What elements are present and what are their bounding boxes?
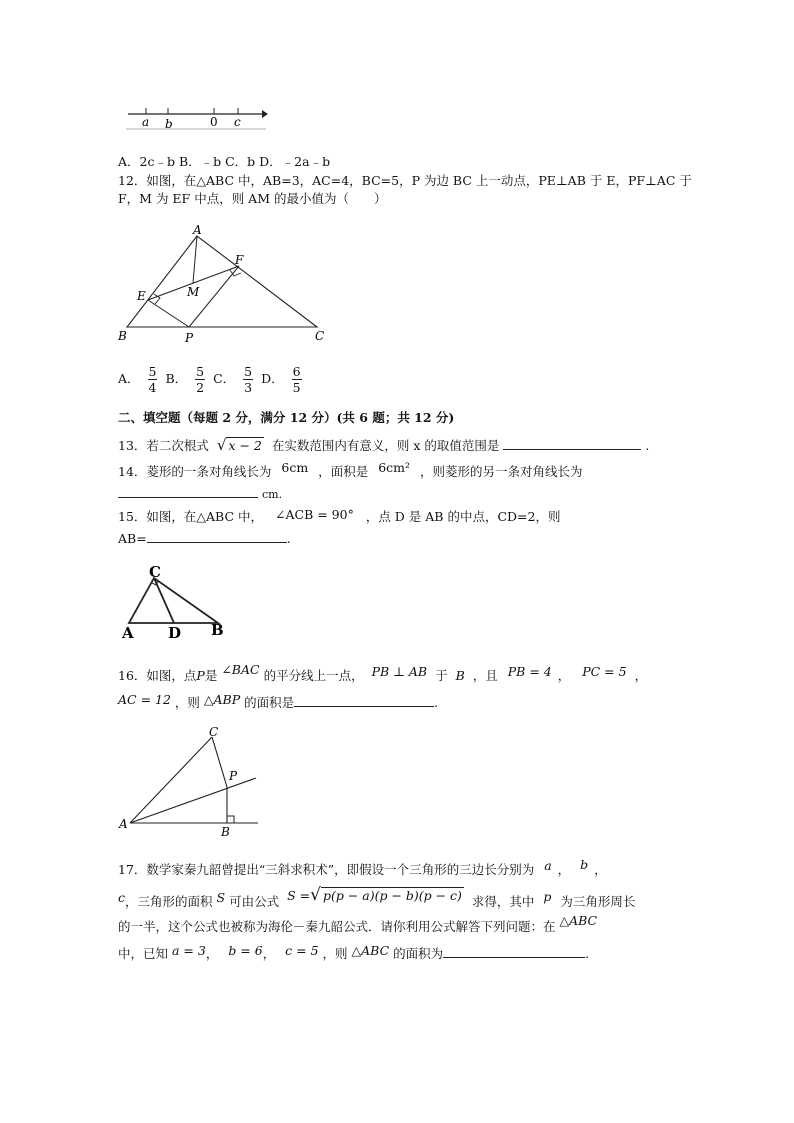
- label-zero: 0: [210, 115, 218, 129]
- q17-abc-2: △ABC: [351, 943, 390, 958]
- q16-t5: 的面积是: [244, 695, 295, 710]
- q15-answer-line: [118, 529, 291, 547]
- q13-radicand: x − 2: [228, 438, 262, 453]
- option-c-denominator: 3: [244, 380, 253, 395]
- number-line-arrow: [262, 110, 268, 118]
- q13-end: .: [645, 438, 650, 453]
- q12-text-line2: F，M 为 EF 中点，则 AM 的最小值为（ ）: [118, 191, 387, 206]
- point-f: F: [235, 253, 244, 267]
- option-a-numerator: 5: [148, 364, 157, 379]
- q17-formula-lhs: S =: [287, 888, 311, 903]
- point-d: D: [168, 624, 182, 642]
- option-c-label: C．: [213, 371, 236, 386]
- label-a: a: [142, 115, 150, 129]
- radical-sign: √: [310, 885, 321, 905]
- segment-am: [193, 236, 197, 283]
- point-c: C: [209, 725, 219, 739]
- point-a: A: [122, 624, 134, 642]
- q17-c: c: [118, 890, 126, 905]
- option-b-fraction: [195, 364, 205, 395]
- q17-text-line1: 17．数学家秦九韶曾提出“三斜求积术”，即假设一个三角形的三边长分别为 a ， b ，: [118, 857, 607, 877]
- q16-is: 是: [204, 668, 218, 683]
- q17-s: S: [216, 890, 226, 905]
- q16-pb-value: PB = 4: [507, 664, 552, 679]
- point-p: P: [229, 769, 238, 783]
- label-c: c: [234, 115, 241, 129]
- point-a: A: [193, 223, 202, 237]
- segment-pe: [148, 300, 189, 327]
- option-b-label: B．: [165, 371, 188, 386]
- q15-prefix: 15．如图，在△ABC 中，: [118, 509, 264, 524]
- q17-l4b: ，则: [322, 946, 348, 961]
- q17-l2b: 可由公式: [229, 894, 280, 909]
- q16-figure: [116, 724, 266, 840]
- point-b: B: [118, 329, 127, 343]
- right-angle-b: [227, 816, 234, 823]
- q14-middle: ，面积是: [318, 464, 369, 479]
- segment-ac: [130, 737, 212, 823]
- q17-formula-radicand: p(p − a)(p − b)(p − c): [322, 888, 462, 903]
- q17-l2a: ，三角形的面积: [125, 894, 213, 909]
- point-p: P: [185, 331, 194, 345]
- q17-value-b: b = 6: [228, 943, 263, 958]
- q16-perp: PB ⊥ AB: [371, 664, 428, 679]
- q12-options: [118, 364, 306, 395]
- q14-length: 6cm: [281, 460, 309, 475]
- option-a-fraction: [148, 364, 158, 395]
- option-c-numerator: 5: [244, 364, 253, 379]
- radical-sign: √: [216, 436, 227, 454]
- q13-suffix: 在实数范围内有意义，则 x 的取值范围是: [271, 438, 500, 453]
- section-heading-fill-in: 二、填空题（每题 2 分，满分 12 分）(共 6 题；共 12 分): [118, 410, 455, 425]
- q16-text-line1: 16．如图，点P是 ∠BAC 的平分线上一点， PB ⊥ AB 于 B ，且 PB = 4 ， PC = 5 ，: [118, 662, 648, 683]
- q14-area: 6cm²: [378, 460, 411, 475]
- q16-point-b: B: [455, 668, 465, 683]
- q17-answer-blank[interactable]: [443, 944, 585, 958]
- q17-l3: 的一半，这个公式也被称为海伦－秦九韶公式．请你利用公式解答下列问题：在: [118, 919, 556, 934]
- q16-t1: 的平分线上一点，: [263, 668, 364, 683]
- q17-text-line2: [118, 885, 636, 910]
- q14-answer-line: [118, 484, 282, 503]
- q16-point-p: P: [196, 668, 205, 683]
- triangle-acb: [129, 578, 218, 623]
- q13-answer-blank[interactable]: [503, 436, 641, 450]
- point-b: B: [211, 621, 224, 639]
- option-a-label: A．: [118, 371, 140, 386]
- option-d-fraction: [292, 364, 302, 395]
- q15-triangle-figure: [118, 562, 233, 642]
- number-line-figure: [124, 104, 269, 134]
- q12-triangle-figure: [115, 222, 335, 348]
- q17-l1: 17．数学家秦九韶曾提出“三斜求积术”，即假设一个三角形的三边长分别为: [118, 862, 535, 877]
- point-c: C: [315, 329, 325, 343]
- q17-end: .: [585, 946, 590, 961]
- q16-pc-value: PC = 5: [582, 664, 627, 679]
- q16-triangle-abp: △ABP: [203, 692, 241, 707]
- q16-t2: 于: [435, 668, 448, 683]
- q17-l2d: 为三角形周长: [560, 894, 636, 909]
- label-b: b: [165, 117, 173, 131]
- q16-t3: ，且: [472, 668, 498, 683]
- point-c: C: [149, 563, 161, 581]
- q17-l4c: 的面积为: [393, 946, 444, 961]
- q13-radical: [217, 437, 264, 454]
- angle-bisector: [130, 778, 256, 823]
- point-b: B: [221, 825, 230, 839]
- q11-options: A．2c﹣b B．﹣b C．b D．﹣2a﹣b: [118, 154, 331, 169]
- triangle-abc: [127, 236, 317, 327]
- q15-ab-label: AB=: [118, 531, 147, 546]
- q17-value-a: a = 3: [172, 943, 206, 958]
- q17-l2c: 求得，其中: [471, 894, 535, 909]
- q17-formula: [287, 887, 464, 904]
- q14-unit: cm.: [261, 488, 283, 501]
- q15-end: .: [286, 531, 291, 546]
- q17-text-line4: 中，已知 a = 3， b = 6， c = 5 ，则 △ABC 的面积为 .: [118, 943, 590, 961]
- q14-suffix: ，则菱形的另一条对角线长为: [420, 464, 583, 479]
- q14-prefix: 14．菱形的一条对角线长为: [118, 464, 272, 479]
- option-b-numerator: 5: [196, 364, 205, 379]
- q14-answer-blank[interactable]: [118, 484, 258, 498]
- option-b-denominator: 2: [196, 380, 205, 395]
- q16-end: .: [434, 695, 439, 710]
- q17-abc-1: △ABC: [559, 913, 598, 928]
- q13-prefix: 13．若二次根式: [118, 438, 209, 453]
- q17-l4a: 中，已知: [118, 946, 169, 961]
- option-d-denominator: 5: [292, 380, 301, 395]
- point-e: E: [137, 289, 146, 303]
- point-a: A: [119, 817, 128, 831]
- q16-ac-value: AC = 12: [118, 692, 171, 707]
- q17-value-c: c = 5: [285, 943, 319, 958]
- q13-text: [118, 436, 649, 454]
- option-c-fraction: [243, 364, 253, 395]
- point-m: M: [187, 285, 200, 299]
- q16-text-line2: [118, 693, 438, 711]
- q16-answer-blank[interactable]: [294, 693, 434, 707]
- q17-a: a: [544, 858, 552, 873]
- option-d-label: D．: [261, 371, 284, 386]
- q17-b: b: [580, 857, 589, 872]
- option-a-denominator: 4: [148, 380, 157, 395]
- q16-angle-bac: ∠BAC: [221, 662, 260, 677]
- segment-cp: [212, 737, 227, 787]
- q16-t4: ，则: [174, 695, 200, 710]
- q15-text: [118, 509, 560, 525]
- q16-prefix: 16．如图，点: [118, 668, 197, 683]
- option-d-numerator: 6: [292, 364, 301, 379]
- q15-angle: ∠ACB = 90°: [275, 507, 354, 522]
- q15-suffix: ，点 D 是 AB 的中点，CD=2，则: [365, 509, 561, 524]
- q15-answer-blank[interactable]: [147, 529, 287, 543]
- q17-text-line3: [118, 913, 598, 935]
- q14-text: [118, 460, 583, 480]
- q12-text-line1: 12．如图，在△ABC 中，AB=3，AC=4，BC=5，P 为边 BC 上一动点，PE⊥AB 于 E，PF⊥AC 于: [118, 173, 692, 188]
- q17-p: p: [543, 889, 552, 904]
